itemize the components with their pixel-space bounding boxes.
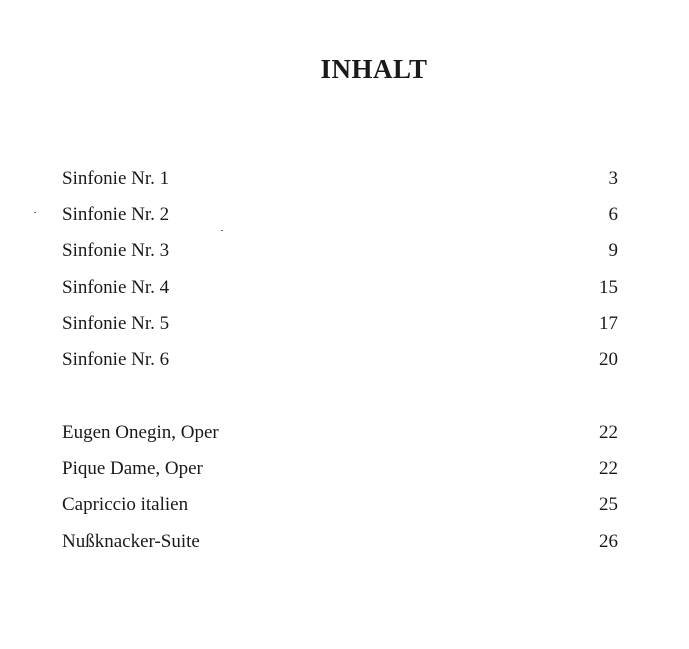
toc-entry xyxy=(62,204,618,240)
toc-entry-title: Sinfonie Nr. 1 xyxy=(62,168,170,189)
toc-entry xyxy=(62,277,618,313)
toc-entry xyxy=(62,494,618,530)
toc-entry-page: 9 xyxy=(608,240,618,262)
toc-entry-title: Eugen Onegin, Oper xyxy=(62,422,219,443)
toc-entry xyxy=(62,422,618,458)
toc-entry xyxy=(62,168,618,204)
toc-entry xyxy=(62,313,618,349)
toc-group-symphonies xyxy=(62,168,618,385)
toc-entry-page: 3 xyxy=(608,168,618,189)
toc-entry-title: Sinfonie Nr. 4 xyxy=(62,276,170,298)
toc-entry-page: 26 xyxy=(599,530,618,552)
page-title: INHALT xyxy=(320,54,428,84)
toc-entry-title: Sinfonie Nr. 2 xyxy=(62,204,170,226)
toc-group-other-works xyxy=(62,422,618,567)
toc-entry-page: 25 xyxy=(599,494,618,516)
toc-entry-title: Pique Dame, Oper xyxy=(62,458,203,480)
toc-entry xyxy=(62,349,618,385)
toc-entry-page: 22 xyxy=(599,422,618,443)
toc-entry-title: Sinfonie Nr. 3 xyxy=(62,240,170,262)
scan-speck xyxy=(34,212,36,213)
toc-entry-page: 20 xyxy=(599,348,618,370)
toc-entry xyxy=(62,240,618,276)
toc-entry-page: 15 xyxy=(599,276,618,298)
toc-entry-page: 6 xyxy=(608,204,618,226)
toc-entry-title: Sinfonie Nr. 5 xyxy=(62,312,170,334)
toc-entry-title: Sinfonie Nr. 6 xyxy=(62,348,170,370)
toc-entry-title: Capriccio italien xyxy=(62,494,189,516)
toc-entry-title: Nußknacker-Suite xyxy=(62,530,200,552)
toc-entry-page: 17 xyxy=(599,312,618,334)
toc-entry xyxy=(62,458,618,494)
toc-entry xyxy=(62,531,618,567)
toc-entry-page: 22 xyxy=(599,458,618,480)
